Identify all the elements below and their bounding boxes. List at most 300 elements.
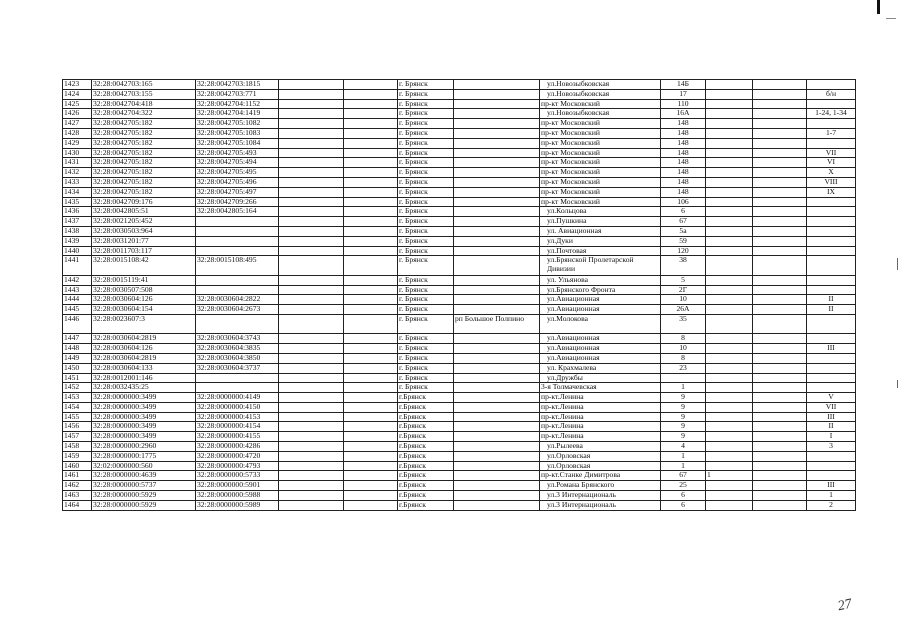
street-cell: ул.Рылеева bbox=[540, 442, 661, 452]
settlement-cell bbox=[454, 197, 540, 207]
apartment-cell bbox=[807, 236, 856, 246]
land-cadastral-number-cell: 32:28:0000000:3499 bbox=[92, 402, 196, 412]
empty-cell bbox=[279, 295, 344, 305]
land-cadastral-number-cell: 32:28:0000000:3499 bbox=[92, 412, 196, 422]
house-number-cell: 106 bbox=[661, 197, 706, 207]
land-cadastral-number-cell: 32:28:0030604:126 bbox=[92, 295, 196, 305]
land-cadastral-number-cell: 32:28:0030503:964 bbox=[92, 226, 196, 236]
house-number-cell: 16А bbox=[661, 109, 706, 119]
city-cell: г. Брянск bbox=[398, 89, 454, 99]
building-cell bbox=[706, 412, 753, 422]
row-index-cell: 1450 bbox=[63, 363, 92, 373]
land-cadastral-number-cell: 32:28:0000000:5929 bbox=[92, 491, 196, 501]
table-row bbox=[63, 89, 856, 99]
building-cell bbox=[706, 442, 753, 452]
settlement-cell bbox=[454, 275, 540, 285]
table-row bbox=[63, 275, 856, 285]
settlement-cell bbox=[454, 491, 540, 501]
apartment-cell: III bbox=[807, 481, 856, 491]
building-cell bbox=[706, 236, 753, 246]
building-cadastral-number-cell: 32:28:0042703:1815 bbox=[196, 80, 279, 90]
table-row bbox=[63, 236, 856, 246]
settlement-cell: рп Большое Полпино bbox=[454, 314, 540, 333]
empty-cell bbox=[344, 148, 398, 158]
land-cadastral-number-cell: 32:28:0023607:3 bbox=[92, 314, 196, 333]
settlement-cell bbox=[454, 80, 540, 90]
empty-cell bbox=[753, 226, 807, 236]
settlement-cell bbox=[454, 89, 540, 99]
apartment-cell: III bbox=[807, 344, 856, 354]
street-cell: пр-кт.Ленина bbox=[540, 422, 661, 432]
empty-cell bbox=[344, 334, 398, 344]
table-row bbox=[63, 246, 856, 256]
empty-cell bbox=[753, 236, 807, 246]
empty-cell bbox=[279, 89, 344, 99]
house-number-cell: 148 bbox=[661, 128, 706, 138]
empty-cell bbox=[753, 393, 807, 403]
empty-cell bbox=[753, 148, 807, 158]
table-row bbox=[63, 373, 856, 383]
empty-cell bbox=[753, 412, 807, 422]
land-cadastral-number-cell: 32:28:0032435:25 bbox=[92, 383, 196, 393]
city-cell: г.Брянск bbox=[398, 471, 454, 481]
building-cadastral-number-cell bbox=[196, 246, 279, 256]
apartment-cell: III bbox=[807, 412, 856, 422]
empty-cell bbox=[753, 334, 807, 344]
city-cell: г.Брянск bbox=[398, 481, 454, 491]
building-cell bbox=[706, 402, 753, 412]
table-row bbox=[63, 314, 856, 333]
row-index-cell: 1440 bbox=[63, 246, 92, 256]
settlement-cell bbox=[454, 412, 540, 422]
street-cell: ул.3 Интернациональ bbox=[540, 491, 661, 501]
land-cadastral-number-cell: 32:28:0042705:182 bbox=[92, 158, 196, 168]
building-cadastral-number-cell: 32:28:0000000:5901 bbox=[196, 481, 279, 491]
row-index-cell: 1457 bbox=[63, 432, 92, 442]
empty-cell bbox=[344, 217, 398, 227]
building-cadastral-number-cell: 32:28:0030604:3737 bbox=[196, 363, 279, 373]
house-number-cell: 2Г bbox=[661, 285, 706, 295]
empty-cell bbox=[279, 383, 344, 393]
apartment-cell bbox=[807, 99, 856, 109]
land-cadastral-number-cell: 32:28:0030604:2819 bbox=[92, 334, 196, 344]
empty-cell bbox=[279, 109, 344, 119]
building-cadastral-number-cell: 32:28:0042705:496 bbox=[196, 177, 279, 187]
building-cadastral-number-cell bbox=[196, 314, 279, 333]
row-index-cell: 1448 bbox=[63, 344, 92, 354]
building-cell bbox=[706, 119, 753, 129]
settlement-cell bbox=[454, 393, 540, 403]
scan-corner-mark bbox=[877, 0, 880, 14]
building-cadastral-number-cell: 32:28:0042705:493 bbox=[196, 148, 279, 158]
table-row bbox=[63, 285, 856, 295]
table-row bbox=[63, 256, 856, 275]
building-cell bbox=[706, 393, 753, 403]
land-cadastral-number-cell: 32:28:0042703:155 bbox=[92, 89, 196, 99]
building-cell bbox=[706, 158, 753, 168]
building-cell bbox=[706, 275, 753, 285]
apartment-cell: 1 bbox=[807, 491, 856, 501]
city-cell: г. Брянск bbox=[398, 80, 454, 90]
empty-cell bbox=[344, 393, 398, 403]
empty-cell bbox=[344, 246, 398, 256]
street-cell: ул.Кольцова bbox=[540, 207, 661, 217]
empty-cell bbox=[279, 236, 344, 246]
table-row bbox=[63, 177, 856, 187]
apartment-cell bbox=[807, 217, 856, 227]
city-cell: г. Брянск bbox=[398, 168, 454, 178]
settlement-cell bbox=[454, 344, 540, 354]
house-number-cell: 9 bbox=[661, 432, 706, 442]
building-cell bbox=[706, 128, 753, 138]
page-number: 27 bbox=[836, 596, 854, 615]
row-index-cell: 1458 bbox=[63, 442, 92, 452]
empty-cell bbox=[344, 432, 398, 442]
empty-cell bbox=[279, 256, 344, 275]
apartment-cell bbox=[807, 119, 856, 129]
city-cell: г.Брянск bbox=[398, 393, 454, 403]
settlement-cell bbox=[454, 373, 540, 383]
row-index-cell: 1460 bbox=[63, 461, 92, 471]
apartment-cell bbox=[807, 373, 856, 383]
empty-cell bbox=[279, 128, 344, 138]
empty-cell bbox=[753, 119, 807, 129]
city-cell: г. Брянск bbox=[398, 246, 454, 256]
scan-tick-mark bbox=[886, 18, 896, 19]
empty-cell bbox=[753, 275, 807, 285]
row-index-cell: 1464 bbox=[63, 500, 92, 510]
empty-cell bbox=[344, 207, 398, 217]
house-number-cell: 14Б bbox=[661, 80, 706, 90]
table-row bbox=[63, 226, 856, 236]
empty-cell bbox=[279, 119, 344, 129]
house-number-cell: 25 bbox=[661, 481, 706, 491]
building-cell bbox=[706, 217, 753, 227]
street-cell: пр-кт Московский bbox=[540, 148, 661, 158]
building-cadastral-number-cell: 32:28:0030604:3835 bbox=[196, 344, 279, 354]
row-index-cell: 1434 bbox=[63, 187, 92, 197]
table-row bbox=[63, 363, 856, 373]
land-cadastral-number-cell: 32:28:0030604:133 bbox=[92, 363, 196, 373]
empty-cell bbox=[344, 373, 398, 383]
empty-cell bbox=[753, 481, 807, 491]
row-index-cell: 1463 bbox=[63, 491, 92, 501]
city-cell: г.Брянск bbox=[398, 491, 454, 501]
building-cadastral-number-cell: 32:28:0030604:3743 bbox=[196, 334, 279, 344]
apartment-cell: 1-24, 1-34 bbox=[807, 109, 856, 119]
building-cadastral-number-cell: 32:28:0000000:4720 bbox=[196, 451, 279, 461]
land-cadastral-number-cell: 32:28:0000000:1775 bbox=[92, 451, 196, 461]
house-number-cell: 120 bbox=[661, 246, 706, 256]
city-cell: г. Брянск bbox=[398, 353, 454, 363]
table-row bbox=[63, 422, 856, 432]
land-cadastral-number-cell: 32:28:0042704:322 bbox=[92, 109, 196, 119]
settlement-cell bbox=[454, 226, 540, 236]
table-row bbox=[63, 99, 856, 109]
empty-cell bbox=[344, 314, 398, 333]
building-cadastral-number-cell: 32:28:0030604:2673 bbox=[196, 305, 279, 315]
table-row bbox=[63, 158, 856, 168]
land-cadastral-number-cell: 32:28:0042705:182 bbox=[92, 128, 196, 138]
building-cadastral-number-cell: 32:28:0000000:4150 bbox=[196, 402, 279, 412]
building-cadastral-number-cell: 32:28:0000000:4154 bbox=[196, 422, 279, 432]
street-cell: пр-кт Московский bbox=[540, 187, 661, 197]
street-cell: пр-кт Московский bbox=[540, 138, 661, 148]
row-index-cell: 1445 bbox=[63, 305, 92, 315]
street-cell: пр-кт Московский bbox=[540, 99, 661, 109]
land-cadastral-number-cell: 32:28:0021205:452 bbox=[92, 217, 196, 227]
house-number-cell: 10 bbox=[661, 295, 706, 305]
land-cadastral-number-cell: 32:28:0000000:4639 bbox=[92, 471, 196, 481]
building-cell bbox=[706, 89, 753, 99]
apartment-cell bbox=[807, 314, 856, 333]
row-index-cell: 1442 bbox=[63, 275, 92, 285]
empty-cell bbox=[279, 305, 344, 315]
building-cadastral-number-cell: 32:28:0000000:4286 bbox=[196, 442, 279, 452]
street-cell: ул.Новозыбковская bbox=[540, 89, 661, 99]
building-cadastral-number-cell: 32:28:0042704:1419 bbox=[196, 109, 279, 119]
registry-table bbox=[62, 79, 856, 511]
building-cell bbox=[706, 451, 753, 461]
city-cell: г.Брянск bbox=[398, 500, 454, 510]
building-cadastral-number-cell: 32:28:0042805:164 bbox=[196, 207, 279, 217]
table-row bbox=[63, 138, 856, 148]
street-cell: ул.Брянской Пролетарской Дивизии bbox=[540, 256, 661, 275]
street-cell: пр-кт Московский bbox=[540, 197, 661, 207]
settlement-cell bbox=[454, 353, 540, 363]
row-index-cell: 1437 bbox=[63, 217, 92, 227]
city-cell: г. Брянск bbox=[398, 383, 454, 393]
settlement-cell bbox=[454, 334, 540, 344]
empty-cell bbox=[344, 442, 398, 452]
building-cell bbox=[706, 305, 753, 315]
land-cadastral-number-cell: 32:28:0000000:3499 bbox=[92, 393, 196, 403]
empty-cell bbox=[279, 461, 344, 471]
apartment-cell: X bbox=[807, 168, 856, 178]
settlement-cell bbox=[454, 148, 540, 158]
city-cell: г. Брянск bbox=[398, 197, 454, 207]
building-cell bbox=[706, 80, 753, 90]
building-cadastral-number-cell: 32:28:0042705:1082 bbox=[196, 119, 279, 129]
city-cell: г. Брянск bbox=[398, 334, 454, 344]
row-index-cell: 1459 bbox=[63, 451, 92, 461]
settlement-cell bbox=[454, 363, 540, 373]
settlement-cell bbox=[454, 285, 540, 295]
city-cell: г. Брянск bbox=[398, 236, 454, 246]
empty-cell bbox=[279, 353, 344, 363]
city-cell: г. Брянск bbox=[398, 119, 454, 129]
building-cadastral-number-cell: 32:28:0000000:4153 bbox=[196, 412, 279, 422]
house-number-cell: 9 bbox=[661, 393, 706, 403]
street-cell: ул.Дуки bbox=[540, 236, 661, 246]
building-cell bbox=[706, 285, 753, 295]
empty-cell bbox=[344, 128, 398, 138]
building-cell bbox=[706, 148, 753, 158]
house-number-cell: 5а bbox=[661, 226, 706, 236]
empty-cell bbox=[344, 451, 398, 461]
empty-cell bbox=[344, 138, 398, 148]
empty-cell bbox=[344, 500, 398, 510]
city-cell: г.Брянск bbox=[398, 451, 454, 461]
city-cell: г. Брянск bbox=[398, 363, 454, 373]
land-cadastral-number-cell: 32:28:0011703:117 bbox=[92, 246, 196, 256]
building-cell bbox=[706, 353, 753, 363]
building-cadastral-number-cell bbox=[196, 236, 279, 246]
empty-cell bbox=[344, 383, 398, 393]
empty-cell bbox=[753, 442, 807, 452]
settlement-cell bbox=[454, 461, 540, 471]
building-cell bbox=[706, 334, 753, 344]
land-cadastral-number-cell: 32:28:0000000:3499 bbox=[92, 422, 196, 432]
row-index-cell: 1436 bbox=[63, 207, 92, 217]
empty-cell bbox=[753, 207, 807, 217]
empty-cell bbox=[753, 187, 807, 197]
empty-cell bbox=[344, 422, 398, 432]
empty-cell bbox=[344, 491, 398, 501]
street-cell: пр-кт.Ленина bbox=[540, 393, 661, 403]
building-cadastral-number-cell: 32:28:0000000:5733 bbox=[196, 471, 279, 481]
row-index-cell: 1426 bbox=[63, 109, 92, 119]
city-cell: г. Брянск bbox=[398, 305, 454, 315]
empty-cell bbox=[753, 109, 807, 119]
house-number-cell: 17 bbox=[661, 89, 706, 99]
apartment-cell bbox=[807, 138, 856, 148]
empty-cell bbox=[279, 187, 344, 197]
settlement-cell bbox=[454, 138, 540, 148]
street-cell: пр-кт Московский bbox=[540, 168, 661, 178]
city-cell: г.Брянск bbox=[398, 402, 454, 412]
house-number-cell: 1 bbox=[661, 451, 706, 461]
empty-cell bbox=[344, 285, 398, 295]
settlement-cell bbox=[454, 119, 540, 129]
building-cell bbox=[706, 138, 753, 148]
building-cadastral-number-cell: 32:28:0030604:2822 bbox=[196, 295, 279, 305]
row-index-cell: 1451 bbox=[63, 373, 92, 383]
building-cadastral-number-cell: 32:28:0015108:495 bbox=[196, 256, 279, 275]
table-row bbox=[63, 500, 856, 510]
house-number-cell bbox=[661, 373, 706, 383]
apartment-cell bbox=[807, 226, 856, 236]
settlement-cell bbox=[454, 432, 540, 442]
city-cell: г. Брянск bbox=[398, 295, 454, 305]
city-cell: г.Брянск bbox=[398, 461, 454, 471]
land-cadastral-number-cell: 32:28:0030604:154 bbox=[92, 305, 196, 315]
row-index-cell: 1454 bbox=[63, 402, 92, 412]
building-cell bbox=[706, 491, 753, 501]
street-cell: ул.Авиационная bbox=[540, 305, 661, 315]
apartment-cell: б/н bbox=[807, 89, 856, 99]
empty-cell bbox=[753, 217, 807, 227]
land-cadastral-number-cell: 32:28:0042705:182 bbox=[92, 168, 196, 178]
empty-cell bbox=[753, 138, 807, 148]
street-cell: ул.Новозыбковская bbox=[540, 80, 661, 90]
settlement-cell bbox=[454, 442, 540, 452]
house-number-cell: 38 bbox=[661, 256, 706, 275]
empty-cell bbox=[753, 471, 807, 481]
table-row bbox=[63, 109, 856, 119]
building-cadastral-number-cell: 32:28:0000000:4793 bbox=[196, 461, 279, 471]
empty-cell bbox=[753, 246, 807, 256]
house-number-cell: 4 bbox=[661, 442, 706, 452]
empty-cell bbox=[753, 305, 807, 315]
empty-cell bbox=[344, 344, 398, 354]
empty-cell bbox=[753, 363, 807, 373]
row-index-cell: 1423 bbox=[63, 80, 92, 90]
empty-cell bbox=[279, 344, 344, 354]
street-cell: пр-кт.Ленина bbox=[540, 432, 661, 442]
apartment-cell: 3 bbox=[807, 442, 856, 452]
empty-cell bbox=[344, 109, 398, 119]
land-cadastral-number-cell: 32:28:0015108:42 bbox=[92, 256, 196, 275]
table-row bbox=[63, 305, 856, 315]
empty-cell bbox=[279, 177, 344, 187]
city-cell: г.Брянск bbox=[398, 422, 454, 432]
registry-table-body bbox=[63, 80, 856, 511]
street-cell: пр-кт.Ленина bbox=[540, 412, 661, 422]
apartment-cell bbox=[807, 383, 856, 393]
house-number-cell: 148 bbox=[661, 158, 706, 168]
land-cadastral-number-cell: 32:28:0042705:182 bbox=[92, 187, 196, 197]
street-cell: ул. Ульянова bbox=[540, 275, 661, 285]
street-cell: ул.3 Интернациональ bbox=[540, 500, 661, 510]
row-index-cell: 1443 bbox=[63, 285, 92, 295]
street-cell: ул.Новозыбковская bbox=[540, 109, 661, 119]
land-cadastral-number-cell: 32:28:0042705:182 bbox=[92, 148, 196, 158]
empty-cell bbox=[344, 236, 398, 246]
house-number-cell: 9 bbox=[661, 412, 706, 422]
house-number-cell: 148 bbox=[661, 187, 706, 197]
building-cell bbox=[706, 383, 753, 393]
empty-cell bbox=[344, 353, 398, 363]
apartment-cell bbox=[807, 256, 856, 275]
empty-cell bbox=[279, 402, 344, 412]
street-cell: ул.Орловская bbox=[540, 461, 661, 471]
house-number-cell: 148 bbox=[661, 177, 706, 187]
settlement-cell bbox=[454, 451, 540, 461]
settlement-cell bbox=[454, 305, 540, 315]
city-cell: г. Брянск bbox=[398, 275, 454, 285]
empty-cell bbox=[753, 285, 807, 295]
city-cell: г. Брянск bbox=[398, 314, 454, 333]
street-cell: ул.Авиационная bbox=[540, 353, 661, 363]
building-cadastral-number-cell: 32:28:0042705:1083 bbox=[196, 128, 279, 138]
settlement-cell bbox=[454, 236, 540, 246]
empty-cell bbox=[344, 80, 398, 90]
table-row bbox=[63, 207, 856, 217]
building-cadastral-number-cell bbox=[196, 226, 279, 236]
row-index-cell: 1462 bbox=[63, 481, 92, 491]
row-index-cell: 1435 bbox=[63, 197, 92, 207]
apartment-cell: II bbox=[807, 422, 856, 432]
house-number-cell: 10 bbox=[661, 344, 706, 354]
settlement-cell bbox=[454, 207, 540, 217]
building-cell bbox=[706, 256, 753, 275]
empty-cell bbox=[279, 432, 344, 442]
scan-side-mark bbox=[897, 380, 898, 388]
building-cadastral-number-cell bbox=[196, 285, 279, 295]
house-number-cell: 6 bbox=[661, 500, 706, 510]
empty-cell bbox=[279, 422, 344, 432]
building-cell bbox=[706, 373, 753, 383]
empty-cell bbox=[753, 383, 807, 393]
empty-cell bbox=[279, 99, 344, 109]
row-index-cell: 1427 bbox=[63, 119, 92, 129]
building-cadastral-number-cell: 32:28:0000000:4149 bbox=[196, 393, 279, 403]
apartment-cell: VI bbox=[807, 158, 856, 168]
empty-cell bbox=[279, 285, 344, 295]
land-cadastral-number-cell: 32:28:0042709:176 bbox=[92, 197, 196, 207]
street-cell: пр-кт.Станке Димитрова bbox=[540, 471, 661, 481]
